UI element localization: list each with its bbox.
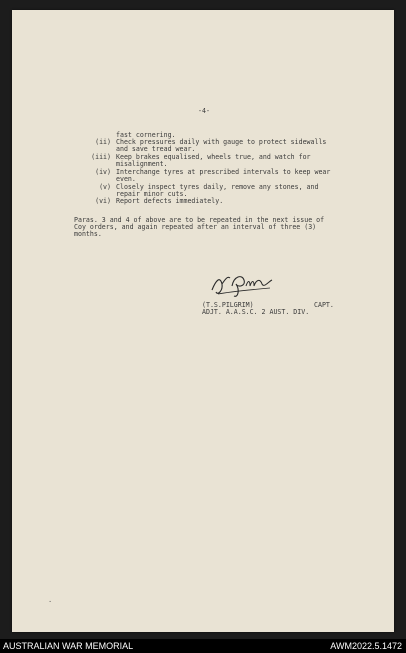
handwritten-signature — [208, 270, 278, 300]
item-line: Check pressures daily with gauge to protect sidewalls — [116, 138, 327, 146]
document-page — [12, 10, 394, 632]
paragraph-line: months. — [74, 230, 102, 238]
institution-name: AUSTRALIAN WAR MEMORIAL — [3, 641, 134, 651]
item-line: Interchange tyres at prescribed intervals to keep wear — [116, 168, 331, 176]
item-line: and save tread wear. — [116, 145, 196, 153]
paragraph-line: Paras. 3 and 4 of above are to be repeated in the next issue of — [74, 216, 325, 224]
signatory-name: (T.S.PILGRIM) — [202, 301, 254, 309]
item-line: even. — [116, 175, 136, 183]
catalogue-number: AWM2022.5.1472 — [330, 641, 402, 651]
item-numeral: (iv) — [95, 168, 111, 176]
item-line: Report defects immediately. — [116, 197, 224, 205]
item-line: misalignment. — [116, 160, 168, 168]
archive-footer-bar — [0, 639, 406, 653]
margin-mark: . — [48, 596, 53, 604]
item-line: Keep brakes equalised, wheels true, and watch for — [116, 153, 311, 161]
page-number: -4- — [198, 107, 210, 115]
continuation-line: fast cornering. — [116, 131, 176, 139]
item-line: repair minor cuts. — [116, 190, 188, 198]
item-line: Closely inspect tyres daily, remove any stones, and — [116, 183, 319, 191]
signatory-unit: ADJT. A.A.S.C. 2 AUST. DIV. — [202, 308, 310, 316]
item-numeral: (vi) — [95, 197, 111, 205]
paragraph-line: Coy orders, and again repeated after an interval of three (3) — [74, 223, 317, 231]
item-numeral: (ii) — [95, 138, 111, 146]
item-numeral: (v) — [99, 183, 111, 191]
item-numeral: (iii) — [91, 153, 111, 161]
typed-text — [12, 10, 394, 632]
signatory-rank: CAPT. — [314, 301, 334, 309]
